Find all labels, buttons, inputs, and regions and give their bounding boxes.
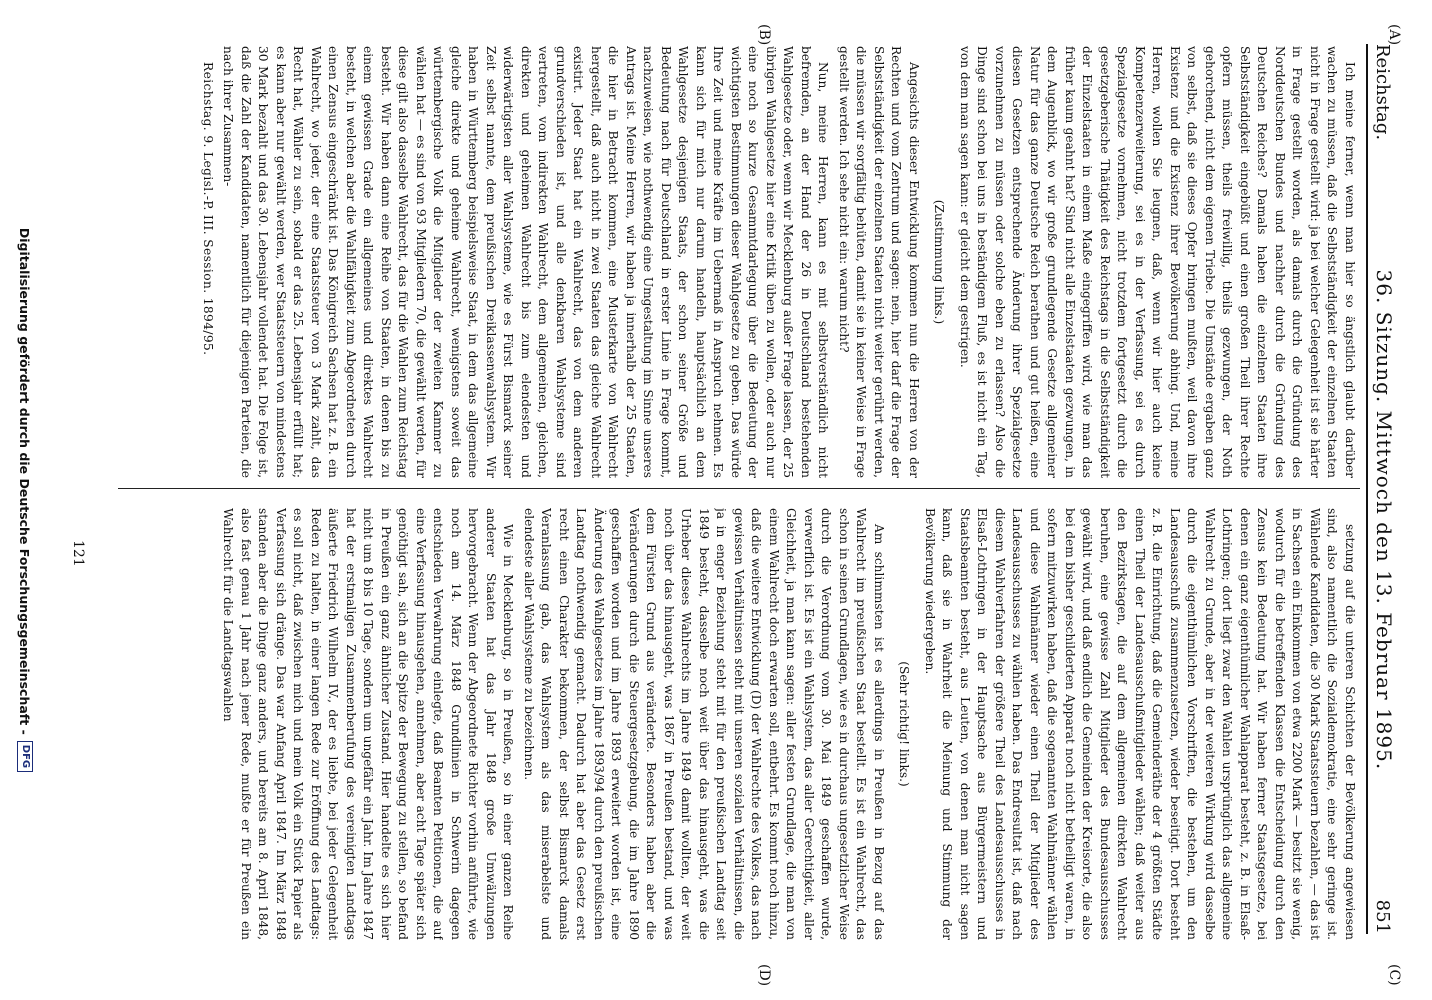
column-divider [118, 488, 1360, 489]
paragraph: Angesichts dieser Entwicklung kommen nun die Herren von der Rechten und vom Zentrum und sagen: nein, hier darf die Frage der Selbstständigkeit der einzelnen Staaten nicht weiter gerührt werden, die müssen wir sorgfältig behüten, damit sie in keiner Weise in Frage gestellt werden. Ich sehe nicht ein: warum nicht? [837, 46, 921, 478]
digitization-footer [12, 0, 38, 1000]
right-text-column [118, 508, 1358, 940]
dfg-logo: DFG [17, 741, 33, 772]
margin-marker-a: (A) [1386, 24, 1402, 46]
header-page-number: 851 [1372, 899, 1393, 934]
margin-marker-d: (D) [756, 964, 772, 987]
paragraph: Ich meine ferner, wenn man hier so ängstlich glaubt darüber wachen zu müssen, daß die Selbstständigkeit der einzelnen Staaten nicht in Frage gestellt wird: ja bei welcher Gelegenheit ist sie härter in Frage gestellt worden, als damals durch die Gründung des Norddeutschen Bundes und nachher durch die Gründung des Deutschen Reiches? Damals haben die einzelnen Staaten ihre Selbstständigkeit eingebüßt und einen großen Theil ihrer Rechte opfern müssen, theils freiwillig, theils gezwungen, der Noth gehorchend, nicht dem eigenen Triebe. Die Umstände ergaben ganz von selbst, daß sie dieses Opfer bringen mußten, weil davon ihre Existenz und die Existenz ihrer Bevölkerung abhing. Und, meine Herren, wollen Sie leugnen, daß, wenn wir hier auch keine Kompetenzerweiterung, sei es in der Verfassung, sei es durch Spezialgesetze vornehmen, nicht trotzdem fortgesetzt durch die gesetzgeberische Thätigkeit des Reichstags in die Selbstständigkeit der Einzelstaaten in einem Maße eingegriffen wird, wie man das früher kaum geahnt hat? Sind nicht alle Einzelstaaten gezwungen, in dem Augenblick, wo wir große grundlegende Gesetze allgemeiner Natur für das ganze Deutsche Reich berathen und gut heißen, eine diesen Gesetzen entsprechende Änderung ihrer Spezialgesetze vorzunehmen zu müssen oder solche eben zu erlassen? Also die Dinge sind schon bei uns in beständigem Fluß, es ist nicht ein Tag, von dem man sagen kann: er gleicht dem gestrigen. [958, 46, 1357, 478]
paragraph: Wie in Mecklenburg, so in Preußen, so in einer ganzen Reihe anderer Staaten hat das Jahr 1848 große Umwälzungen hervorgebracht. Wenn der Abgeordnete Richter vorhin anführte, wie noch am 14. März 1848 Grundlinien in Schwerin dagegen entschieden Verwahrung einlegte, daß Beamten Petitionen, die auf eine Verfassung hinausgehen, annehmen, aber acht Tage später sich genöthigt sah, sich an die Spitze der Bewegung zu stellen, so befand in Preußen ein ganz ähnlicher Zustand. Hier handelte es sich hier nicht um 8 bis 10 Tage, sondern um ungefähr ein Jahr. Im Jahre 1847 hat der erstmaligen Zusammenberufung des vereinigten Landtags äußerte Friedrich Wilhelm IV., der es liebte, bei jeder Gelegenheit Reden zu halten, in einer langen Rede zur Eröffnung des Landtags: es soll nicht, daß zwischen mich und mein Volk ein Stück Papier als Verfassung sich dränge. Das war Anfang April 1847. Im März 1848 standen aber die Dinge ganz anders, und bereits am 8. April 1848, also fast genau 1 Jahr nach jener Rede, mußte er für Preußen ein Wahlrecht für die Landtagswahlen [221, 508, 516, 940]
footer-text: Digitalisierung gefördert durch die Deutsche Forschungsgemeinschaft - [17, 227, 33, 735]
paragraph: Am schlimmsten ist es allerdings in Preußen in Bezug auf das Wahlrecht im preußischen Staat bestellt. Es ist ein Wahlrecht, das schon in seinen Grundlagen, wie es in durchaus ungesetzlicher Weise durch die Verordnung vom 30. Mai 1849 geschaffen wurde, verwerflich ist. Es ist ein Wahlsystem, das aller Gerechtigkeit, aller Gleichheit, ja man kann sagen: aller festen Grundlage, die man von einem Wahlrecht doch erwarten soll, entbehrt. Es kommt noch hinzu, daß die weitere Entwicklung (D) der Wahlrechte des Volkes, das nach gewissen Verhältnissen steht mit unseren sozialen Verhältnissen, die ja in enger Beziehung steht mit für den preußischen Landtag seit 1849 besteht, dasselbe noch weit über das hinausgeht, was die Urheber dieses Wahlrechts im Jahre 1849 damit wollten, der weit noch über das hinausgeht, was 1867 in Preußen bestand, und was dem Fürsten Grund aus veränderte. Besonders haben aber die Veränderungen durch die Steuergesetzgebung, die im Jahre 1890 geschaffen worden und im Jahre 1893 erweitert worden ist, eine Änderung des Wahlgesetzes im Jahre 1893/94 durch den preußischen Landtag nothwendig gemacht. Dadurch hat aber das Gesetz erst recht einen Charakter bekommen, der selbst Bismarck damals Veranlassung gab, das Wahlsystem als das miserabelste und elendeste aller Wahlsysteme zu bezeichnen. [522, 508, 886, 940]
margin-marker-b: (B) [756, 24, 772, 46]
left-text-column [118, 46, 1358, 478]
interjection: (Zustimmung links.) [932, 199, 947, 325]
page-number-bottom: 121 [70, 540, 86, 567]
column-signature: Reichstag. 9. Legisl.-P. III. Session. 1894/95. [201, 62, 215, 356]
interjection: (Sehr richtig! links.) [897, 661, 912, 787]
page-header [1366, 44, 1408, 934]
paragraph: Nun, meine Herren, kann es mit selbstverständlich nicht befremden, an der Hand der 26 in Deutschland bestehenden Wahlgesetze oder, wenn wir Mecklenburg außer Frage lassen, der 25 übrigen Wahlgesetze hier eine Kritik üben zu wollen, oder auch nur eine noch so kurze Gesammtdarlegung über die Bedeutung der wichtigsten Bestimmungen dieser Wahlgesetze zu geben. Das würde Ihre Zeit und meine Kräfte im Uebermaß in Anspruch nehmen. Es kann sich für mich nur darum handeln, hauptsächlich an dem Wahlgesetze desjenigen Staats, der schon seiner Größe und Bedeutung nach für Deutschland in erster Linie in Frage kommt, nachzuweisen, wie nothwendig eine Umgestaltung im Sinne unseres Antrags ist. Meine Herren, wir haben ja innerhalb der 25 Staaten, die hier in Betracht kommen, eine Musterkarte von Wahlrecht hergestellt, daß auch nicht in zwei Staaten das gleiche Wahlrecht existirt. Jeder Staat hat ein Wahlrecht, das von dem anderen grundverschieden ist, und alle denkbaren Wahlsysteme sind vertreten, vom indirekten Wahlrecht, dem allgemeinen, gleichen, direkten und geheimen Wahlrecht bis zum elendesten und widerwärtigsten aller Wahlsysteme, wie es Fürst Bismarck seiner Zeit selbst nannte, dem preußischen Dreiklassenwahlsystem. Wir haben in Württemberg beispielsweise Staat, in dem das allgemeine gleiche direkte und geheime Wahlrecht, wenigstens soweit das württembergische Volk die Mitglieder der zweiten Kammer zu wählen hat — es sind von 93 Mitgliedern 70, die gewählt werden, für diese gilt also dasselbe Wahlrecht, das für die Wahlen zum Reichstag besteht. Wir haben dann eine Reihe von Staaten, in denen bis zu einem gewissen Grade ein allgemeines und direktes Wahlrecht besteht, in welchen aber die Wahlfähigkeit zum Abgeordneten durch einen Zensus eingeschränkt ist. Das Königreich Sachsen hat z. B. ein Wahlrecht, wo jeder, der eine Staatssteuer von 3 Mark zahlt, das Recht hat, Wähler zu sein, sobald er das 25. Lebensjahr erfüllt hat; es kann aber nur gewählt werden, wer Staatssteuern von mindestens 30 Mark bezahlt und das 30. Lebensjahr vollendet hat. Die Folge ist, daß die Zahl der Kandidaten, namentlich für diejenigen Parteien, die nach ihrer Zusammen- [221, 46, 831, 478]
margin-marker-c: (C) [1386, 964, 1402, 986]
paragraph: setzung auf die unteren Schichten der Bevölkerung angewiesen sind, also namentlich die Sozialdemokratie, eine sehr geringe ist. Wählende Kandidaten, die 30 Mark Staatssteuern bezahlen, — das ist in Sachsen ein Einkommen von etwa 2200 Mark — besitzt sie wenig, wodurch für die betreffenden Klassen die Entscheidung durch den Zensus kein Bedeutung hat. Wir haben ferner Staatsgesetze, bei denen ein ganz eigenthümlicher Wahlapparat besteht, z. B. in Elsaß-Lothringen; dort liegt zwar den Wahlen ursprünglich das allgemeine Wahlrecht zu Grunde, aber in der weiteren Wirkung wird dasselbe durch die eigenthümlichen Vorschriften, die bestehen, um den Landesausschuß zusammenzusetzen, wieder beseitigt. Dort besteht z. B. die Einrichtung, daß die Gemeinderäthe der 4 größten Städte einen Theil der Landesausschußmitglieder wählen; daß weiter aus den Bezirkstagen, die auf dem allgemeinen direkten Wahlrecht beruhen, eine gewisse Zahl Mitglieder des Bundesausschusses gewählt wird, und daß endlich die Gemeinden der Kreisorte, die also bei dem bisher geschilderten Apparat noch nicht betheiligt waren, in sofern mitzuwirken haben, daß die sogenannten Wahlmänner wählen und diese Wahlmänner wieder einen Theil der Mitglieder des Landesausschusses zu wählen haben. Das Endresultat ist, daß nach diesem Wahlverfahren der größere Theil des Landesausschusses in Elsaß-Lothringen in der Hauptsache aus Bürgermeistern und Staatsbeamten besteht, aus Leuten, von denen man nicht sagen kann, daß sie in Wahrheit die Meinung und Stimmung der Bevölkerung wiedergeben. [923, 508, 1357, 940]
header-title: 36. Sitzung. Mittwoch den 13. Februar 1895. [1372, 269, 1396, 771]
header-left: Reichstag. [1372, 44, 1393, 141]
